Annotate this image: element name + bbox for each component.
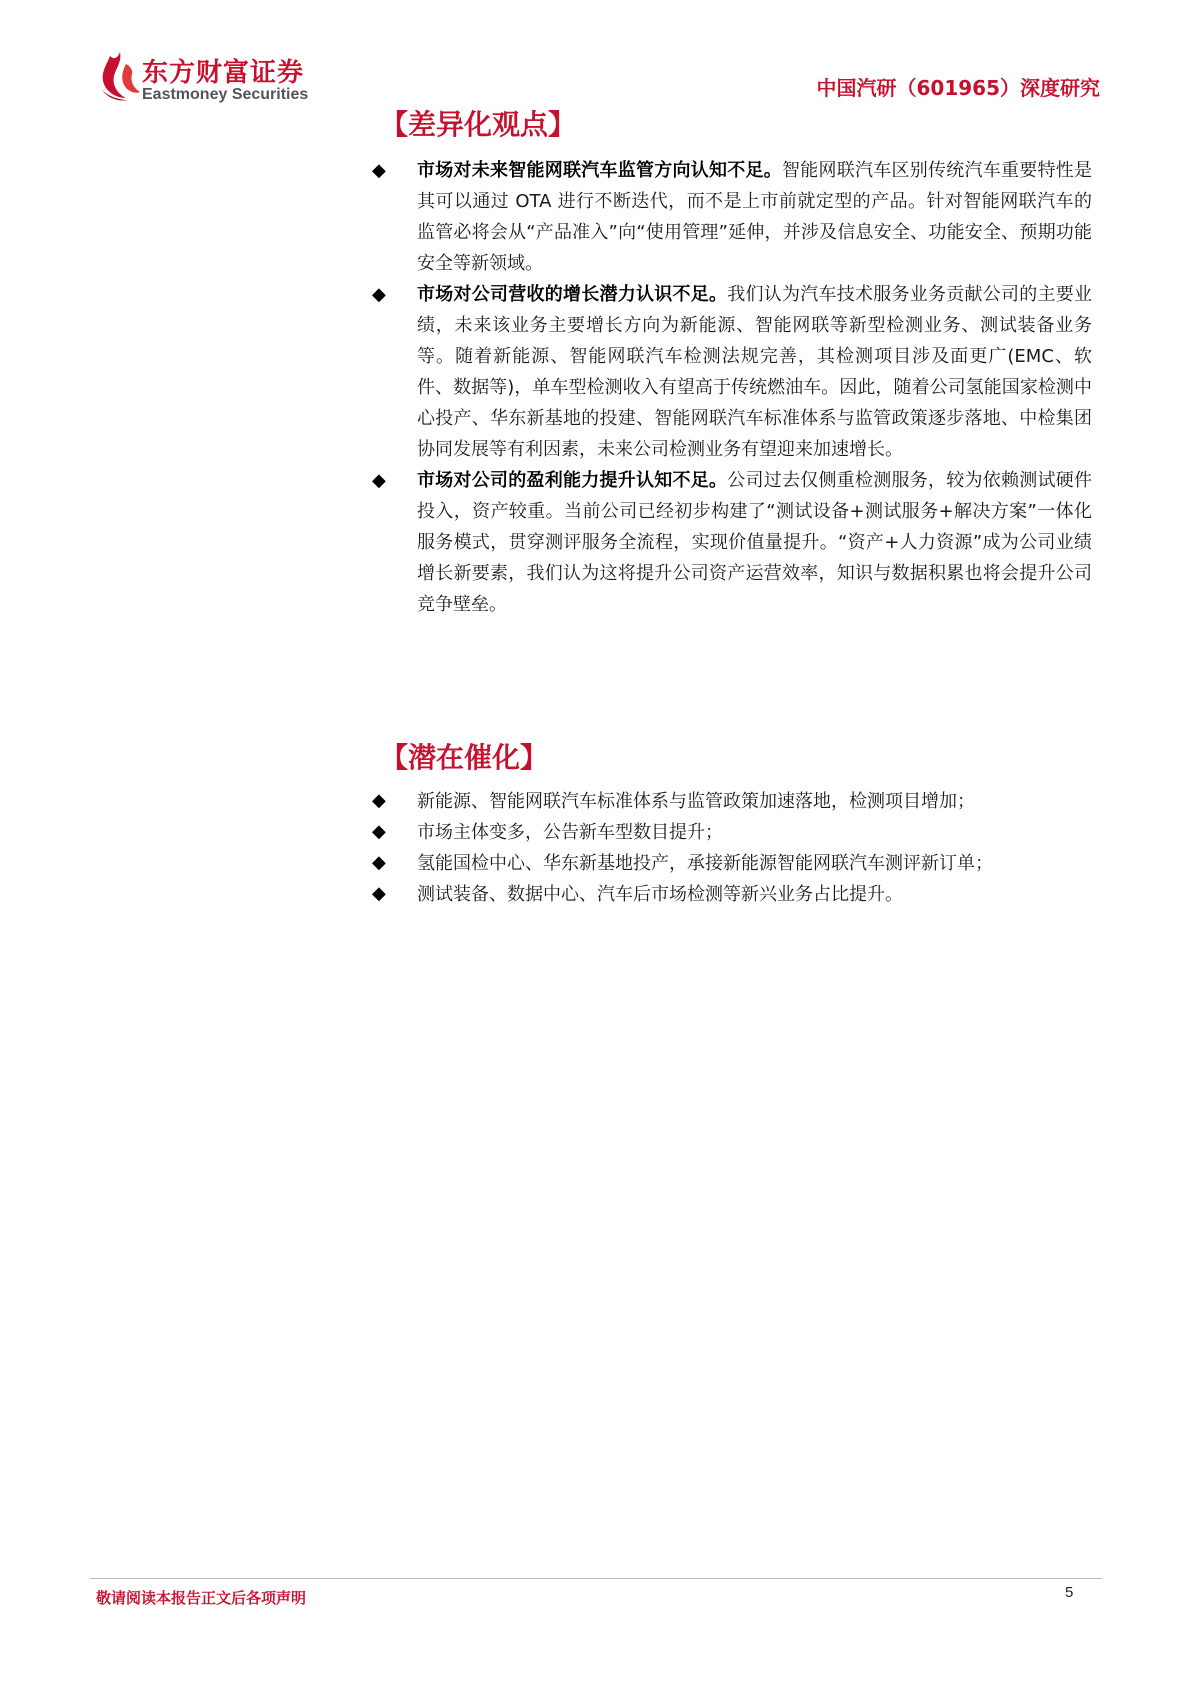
footer-disclaimer: 敬请阅读本报告正文后各项声明 [96, 1589, 307, 1607]
diamond-bullet-icon: ◆ [372, 790, 386, 811]
report-title: 中国汽研（601965）深度研究 [816, 76, 1100, 100]
item-body: 测试装备、数据中心、汽车后市场检测等新兴业务占比提升。 [417, 884, 903, 905]
diamond-bullet-icon: ◆ [372, 883, 386, 904]
item-body: 氢能国检中心、华东新基地投产，承接新能源智能网联汽车测评新订单； [417, 853, 993, 874]
flame-logo-icon [96, 50, 144, 102]
list-item [372, 879, 1092, 910]
item-body: 我们认为汽车技术服务业务贡献公司的主要业绩，未来该业务主要增长方向为新能源、智能网联等新型检测业务、测试装备业务等。随着新能源、智能网联汽车检测法规完善，其检测项目涉及面更广(EMC、软件、数据等)，单车型检测收入有望高于传统燃油车。因此，随着公司氢能国家检测中心投产、华东新基地的投建、智能网联汽车标准体系与监管政策逐步落地、中检集团协同发展等有利因素，未来公司检测业务有望迎来加速增长。 [417, 284, 1092, 460]
diamond-bullet-icon: ◆ [372, 160, 386, 181]
diamond-bullet-icon: ◆ [372, 284, 386, 305]
page-number: 5 [1065, 1584, 1074, 1601]
item-body: 公司过去仅侧重检测服务，较为依赖测试硬件投入，资产较重。当前公司已经初步构建了“测试设备+测试服务+解决方案”一体化服务模式，贯穿测评服务全流程，实现价值量提升。“资产+人力资源”成为公司业绩增长新要素，我们认为这将提升公司资产运营效率，知识与数据积累也将会提升公司竞争壁垒。 [417, 470, 1092, 615]
list-item [372, 279, 1092, 465]
catalysts-list [372, 786, 1092, 910]
item-lead: 市场对未来智能网联汽车监管方向认知不足。 [417, 160, 782, 181]
item-lead: 市场对公司营收的增长潜力认识不足。 [417, 284, 728, 305]
logo-english-name: Eastmoney Securities [142, 86, 309, 103]
section-title-catalysts: 【潜在催化】 [380, 741, 549, 774]
item-body: 市场主体变多，公告新车型数目提升； [417, 822, 723, 843]
section-title-differentiation: 【差异化观点】 [380, 108, 577, 141]
list-item [372, 786, 1092, 817]
eastmoney-logo [96, 50, 336, 112]
list-item [372, 817, 1092, 848]
item-lead: 市场对公司的盈利能力提升认知不足。 [417, 470, 728, 491]
list-item [372, 155, 1092, 279]
item-body: 新能源、智能网联汽车标准体系与监管政策加速落地，检测项目增加； [417, 791, 975, 812]
item-body: 智能网联汽车区别传统汽车重要特性是其可以通过 OTA 进行不断迭代，而不是上市前就定型的产品。针对智能网联汽车的监管必将会从“产品准入”向“使用管理”延伸，并涉及信息安全、功能安全、预期功能安全等新领域。 [417, 160, 1092, 274]
diamond-bullet-icon: ◆ [372, 470, 386, 491]
list-item [372, 848, 1092, 879]
differentiation-list [372, 155, 1092, 620]
diamond-bullet-icon: ◆ [372, 852, 386, 873]
list-item [372, 465, 1092, 620]
logo-chinese-name: 东方财富证券 [142, 58, 305, 88]
footer-divider [90, 1578, 1102, 1579]
diamond-bullet-icon: ◆ [372, 821, 386, 842]
